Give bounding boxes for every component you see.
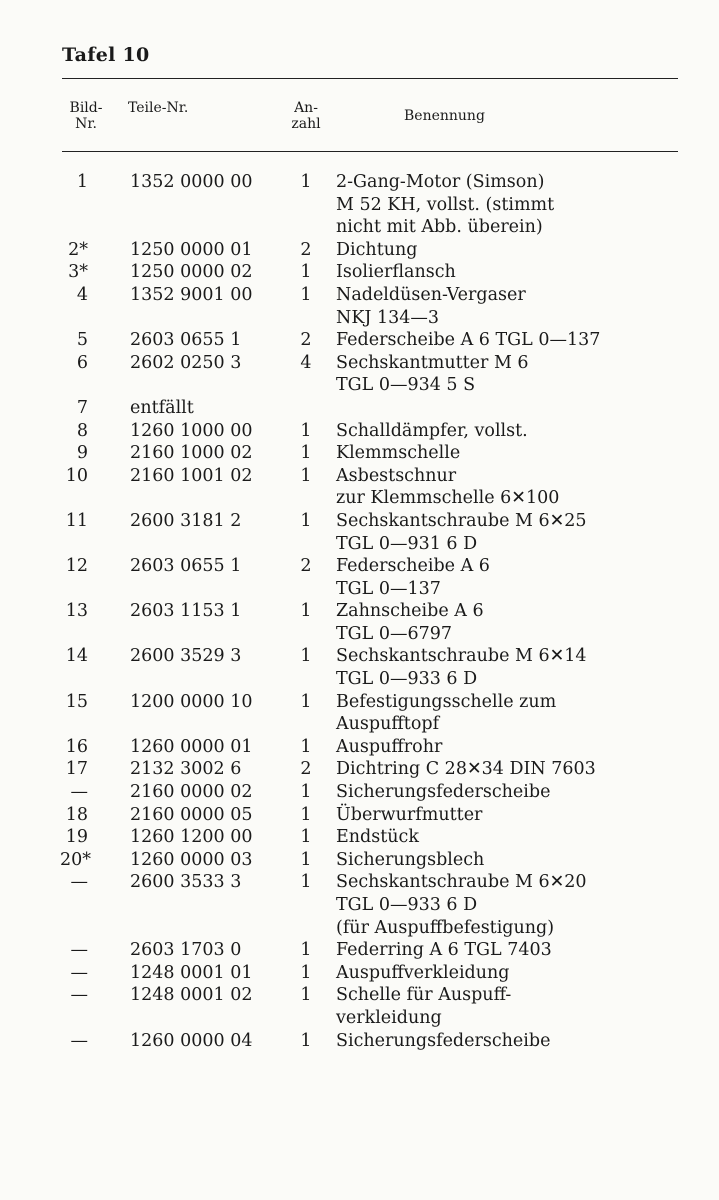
header-bild-line2: Nr.	[75, 116, 97, 132]
teile-nr: 1352 0000 00	[130, 172, 253, 192]
teile-nr: 2603 0655 1	[130, 330, 242, 351]
teile-nr: 2600 3529 3	[130, 646, 242, 667]
teile-nr: 1260 1000 00	[130, 420, 253, 441]
benennung	[336, 691, 719, 736]
benennung-line: Sechskantschraube M 6✕14	[336, 646, 587, 667]
bild-nr: 17	[65, 759, 88, 780]
benennung	[336, 645, 719, 690]
bild-nr: 13	[65, 601, 88, 622]
benennung-line: zur Klemmschelle 6✕100	[336, 488, 560, 509]
teile-nr: 2160 1000 02	[130, 443, 253, 464]
benennung-line: M 52 KH, vollst. (stimmt	[336, 194, 555, 215]
benennung	[336, 1030, 719, 1053]
benennung	[336, 442, 719, 465]
benennung-line: Überwurfmutter	[336, 804, 483, 825]
bild-nr: 14	[65, 646, 88, 667]
teile-nr: 2603 1153 1	[130, 601, 242, 622]
anzahl: 4	[300, 352, 312, 373]
teile-nr: 2603 1703 0	[130, 940, 242, 961]
bild-nr: 15	[65, 691, 88, 712]
benennung-line: Endstück	[336, 827, 419, 848]
benennung-line: TGL 0—137	[336, 578, 441, 599]
benennung	[336, 284, 719, 329]
bild-nr: 16	[65, 736, 88, 757]
anzahl: 1	[300, 691, 312, 712]
benennung	[336, 261, 719, 284]
benennung-line: NKJ 134—3	[336, 307, 440, 328]
bild-nr: 19	[65, 827, 88, 848]
benennung-line: (für Auspuffbefestigung)	[336, 917, 555, 938]
table-row	[0, 284, 719, 329]
table-row	[0, 600, 719, 645]
benennung-line: Sicherungsblech	[336, 849, 485, 870]
bild-nr: 11	[65, 510, 88, 531]
teile-nr: entfällt	[130, 397, 194, 418]
benennung-line: 2-Gang-Motor (Simson)	[336, 172, 545, 192]
teile-nr: 1250 0000 01	[130, 239, 253, 260]
table-row	[0, 239, 719, 262]
table-row	[0, 645, 719, 690]
anzahl: 1	[300, 736, 312, 757]
header-anzahl-line1: An-	[294, 100, 318, 116]
table-row	[0, 871, 719, 939]
benennung	[336, 804, 719, 827]
benennung-line: Sechskantschraube M 6✕20	[336, 872, 587, 893]
bild-nr: 4	[76, 284, 88, 305]
benennung-line: Auspuffrohr	[336, 736, 443, 757]
benennung-line: Nadeldüsen-Vergaser	[336, 284, 526, 305]
table-row	[0, 758, 719, 781]
table-row	[0, 171, 719, 239]
anzahl: 2	[300, 330, 312, 351]
anzahl: 1	[300, 962, 312, 983]
benennung-line: Asbestschnur	[336, 465, 457, 486]
bild-nr: 2*	[68, 239, 88, 260]
header-anzahl-line2: zahl	[291, 116, 321, 132]
table-row	[0, 442, 719, 465]
table-row	[0, 736, 719, 759]
table-row	[0, 510, 719, 555]
table-row	[0, 804, 719, 827]
benennung	[336, 826, 719, 849]
table-row	[0, 261, 719, 284]
bild-nr: 18	[65, 804, 88, 825]
anzahl: 1	[300, 849, 312, 870]
header-anzahl	[284, 100, 328, 132]
table-row	[0, 555, 719, 600]
bild-nr: 9	[76, 443, 88, 464]
benennung-line: Dichtung	[336, 239, 418, 260]
teile-nr: 1260 0000 03	[130, 849, 253, 870]
header-bild-line1: Bild-	[69, 100, 103, 116]
table-row	[0, 849, 719, 872]
anzahl: 1	[300, 510, 312, 531]
anzahl: 1	[300, 985, 312, 1006]
anzahl: 1	[300, 172, 312, 192]
anzahl: 1	[300, 1030, 312, 1051]
anzahl: 1	[300, 804, 312, 825]
benennung	[336, 736, 719, 759]
bild-nr: 8	[76, 420, 88, 441]
top-rule	[62, 78, 678, 79]
table-row	[0, 352, 719, 397]
header-rule	[62, 151, 678, 152]
benennung	[336, 600, 719, 645]
table-row	[0, 984, 719, 1029]
benennung-line: Sechskantmutter M 6	[336, 352, 529, 373]
benennung-line: TGL 0—933 6 D	[336, 895, 478, 915]
bild-nr: —	[70, 940, 88, 961]
benennung	[336, 758, 719, 781]
table-row	[0, 329, 719, 352]
bild-nr: 12	[65, 556, 88, 577]
benennung	[336, 555, 719, 600]
teile-nr: 1200 0000 10	[130, 691, 253, 712]
anzahl: 1	[300, 443, 312, 464]
benennung	[336, 510, 719, 555]
benennung	[336, 939, 719, 962]
table-row	[0, 939, 719, 962]
bild-nr: 6	[76, 352, 88, 373]
table-row	[0, 781, 719, 804]
bild-nr: 20*	[60, 849, 92, 870]
teile-nr: 1260 0000 01	[130, 736, 253, 757]
anzahl: 1	[300, 601, 312, 622]
anzahl: 1	[300, 872, 312, 893]
anzahl: 2	[300, 759, 312, 780]
benennung-line: Klemmschelle	[336, 443, 461, 464]
teile-nr: 2602 0250 3	[130, 352, 242, 373]
benennung-line: Schalldämpfer, vollst.	[336, 420, 528, 441]
benennung-line: TGL 0—934 5 S	[336, 375, 476, 396]
anzahl: 1	[300, 646, 312, 667]
bild-nr: 10	[65, 465, 88, 486]
benennung-line: Befestigungsschelle zum	[336, 691, 557, 712]
teile-nr: 1248 0001 02	[130, 985, 253, 1006]
bild-nr: 7	[76, 397, 88, 418]
benennung	[336, 781, 719, 804]
header-teile-nr: Teile-Nr.	[128, 100, 189, 116]
bild-nr: —	[70, 985, 88, 1006]
table-row	[0, 691, 719, 736]
header-benennung: Benennung	[404, 108, 485, 124]
benennung	[336, 352, 719, 397]
table-row	[0, 1030, 719, 1053]
bild-nr: —	[70, 962, 88, 983]
benennung	[336, 171, 719, 239]
page-title: Tafel 10	[62, 44, 150, 66]
anzahl: 1	[300, 940, 312, 961]
benennung	[336, 871, 719, 939]
benennung	[336, 962, 719, 985]
benennung	[336, 849, 719, 872]
teile-nr: 1260 0000 04	[130, 1030, 253, 1051]
anzahl: 1	[300, 284, 312, 305]
benennung-line: Auspuffverkleidung	[336, 962, 510, 983]
anzahl: 1	[300, 782, 312, 803]
benennung-line: Federscheibe A 6	[336, 556, 490, 577]
benennung-line: Federring A 6 TGL 7403	[336, 940, 552, 961]
teile-nr: 1260 1200 00	[130, 827, 253, 848]
benennung-line: TGL 0—933 6 D	[336, 669, 478, 690]
bild-nr: 3*	[68, 262, 88, 283]
benennung-line: Federscheibe A 6 TGL 0—137	[336, 330, 601, 351]
teile-nr: 2160 1001 02	[130, 465, 253, 486]
anzahl: 1	[300, 262, 312, 283]
benennung-line: Sechskantschraube M 6✕25	[336, 510, 587, 531]
teile-nr: 2160 0000 02	[130, 782, 253, 803]
benennung-line: TGL 0—6797	[336, 623, 453, 644]
table-row	[0, 962, 719, 985]
teile-nr: 2132 3002 6	[130, 759, 242, 780]
parts-table	[0, 171, 719, 1052]
teile-nr: 2600 3181 2	[130, 510, 242, 531]
teile-nr: 2600 3533 3	[130, 872, 242, 893]
teile-nr: 1352 9001 00	[130, 284, 253, 305]
teile-nr: 1248 0001 01	[130, 962, 253, 983]
bild-nr: —	[70, 782, 88, 803]
benennung-line: Schelle für Auspuff-	[336, 985, 512, 1006]
benennung-line: Auspufftopf	[336, 714, 440, 735]
table-row	[0, 826, 719, 849]
benennung-line: TGL 0—931 6 D	[336, 533, 478, 554]
teile-nr: 1250 0000 02	[130, 262, 253, 283]
anzahl: 1	[300, 465, 312, 486]
teile-nr: 2603 0655 1	[130, 556, 242, 577]
benennung	[336, 984, 719, 1029]
anzahl: 2	[300, 239, 312, 260]
benennung-line: Sicherungsfederscheibe	[336, 782, 551, 803]
anzahl: 1	[300, 827, 312, 848]
benennung	[336, 465, 719, 510]
benennung-line: Zahnscheibe A 6	[336, 601, 484, 622]
benennung-line	[336, 397, 719, 420]
benennung	[336, 329, 719, 352]
bild-nr: 5	[76, 330, 88, 351]
header-bild-nr	[62, 100, 110, 132]
table-row	[0, 397, 719, 420]
anzahl: 2	[300, 556, 312, 577]
benennung-line: Dichtring C 28✕34 DIN 7603	[336, 759, 596, 780]
table-row	[0, 465, 719, 510]
anzahl	[298, 397, 314, 420]
benennung-line: verkleidung	[336, 1007, 442, 1028]
bild-nr: —	[70, 1030, 88, 1051]
benennung	[336, 420, 719, 443]
benennung	[336, 397, 719, 420]
table-row	[0, 420, 719, 443]
benennung	[336, 239, 719, 262]
benennung-line: nicht mit Abb. überein)	[336, 217, 543, 238]
teile-nr: 2160 0000 05	[130, 804, 253, 825]
benennung-line: Isolierflansch	[336, 262, 456, 283]
bild-nr: —	[70, 872, 88, 893]
benennung-line: Sicherungsfederscheibe	[336, 1030, 551, 1051]
bild-nr: 1	[76, 172, 88, 192]
anzahl: 1	[300, 420, 312, 441]
